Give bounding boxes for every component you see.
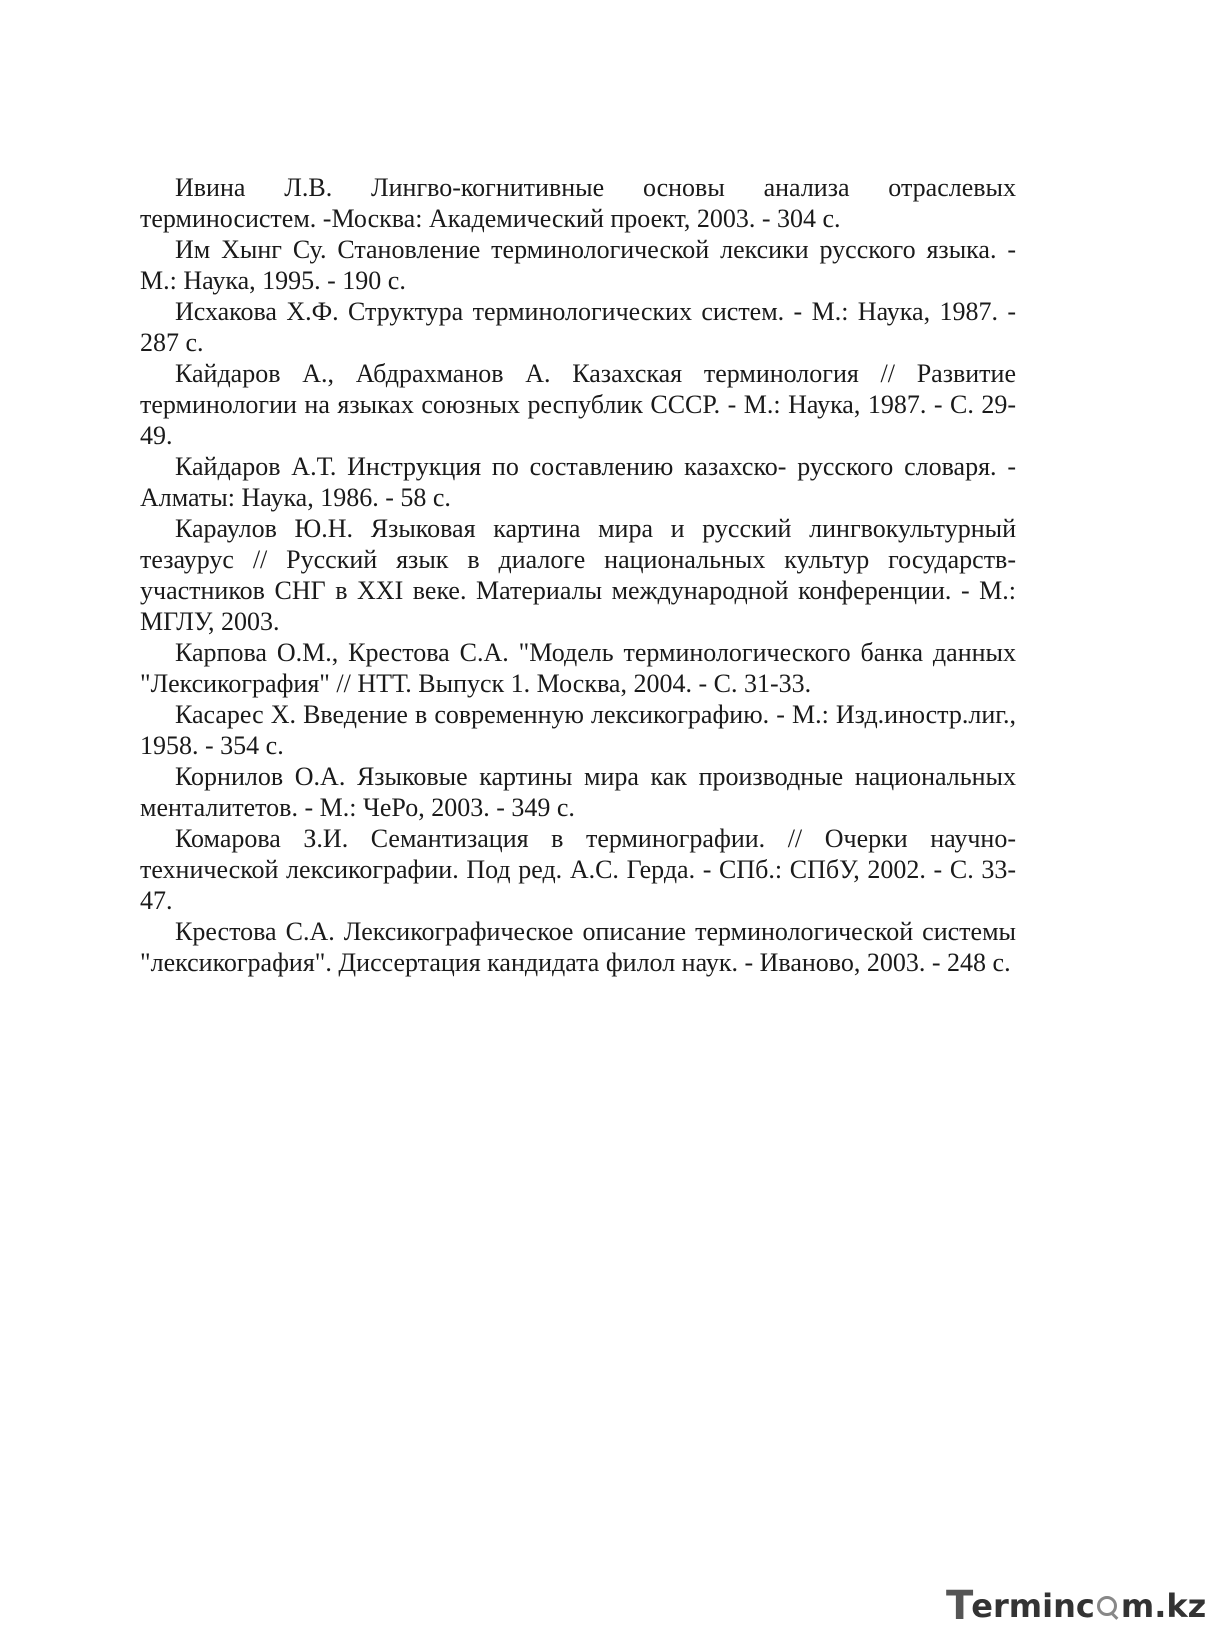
reference-entry: Корнилов О.А. Языковые картины мира как производные национальных менталитетов. - М.: ЧеРо, 2003. - 349 с. [140, 762, 1016, 822]
reference-entry: Караулов Ю.Н. Языковая картина мира и русский лингвокультурный тезаурус // Русский язык в диалоге национальных культур государств-участников СНГ в XXI веке. Материалы международной конференции. - М.: МГЛУ, 2003. [140, 514, 1016, 636]
watermark-initial: T [946, 1583, 972, 1629]
watermark-text-start: erminc [971, 1587, 1095, 1625]
reference-entry: Карпова О.М., Крестова С.А. "Модель терминологического банка данных "Лексикография" // НТТ. Выпуск 1. Москва, 2004. - С. 31-33. [140, 638, 1016, 698]
reference-entry: Касарес Х. Введение в современную лексикографию. - М.: Изд.иностр.лиг., 1958. - 354 с. [140, 700, 1016, 760]
magnifier-icon [1096, 1594, 1120, 1618]
reference-entry: Кайдаров А.Т. Инструкция по составлению казахско- русского словаря. - Алматы: Наука, 1986. - 58 с. [140, 452, 1016, 512]
watermark-text-end: m.kz [1120, 1587, 1206, 1625]
reference-entry: Им Хынг Су. Становление терминологической лексики русского языка. - М.: Наука, 1995. - 190 с. [140, 235, 1016, 295]
reference-entry: Исхакова Х.Ф. Структура терминологических систем. - М.: Наука, 1987. - 287 с. [140, 297, 1016, 357]
reference-entry: Ивина Л.В. Лингво-когнитивные основы анализа отраслевых терминосистем. -Москва: Академический проект, 2003. - 304 с. [140, 173, 1016, 233]
termincom-watermark [946, 1584, 1206, 1628]
reference-entry: Крестова С.А. Лексикографическое описание терминологической системы "лексикография". Диссертация кандидата филол наук. - Иваново, 2003. - 248 с. [140, 917, 1016, 977]
reference-entry: Комарова З.И. Семантизация в терминографии. // Очерки научно-технической лексикографии. Под ред. А.С. Герда. - СПб.: СПбУ, 2002. - С. 33-47. [140, 824, 1016, 915]
reference-entry: Кайдаров А., Абдрахманов А. Казахская терминология // Развитие терминологии на языках союзных республик СССР. - М.: Наука, 1987. - С. 29-49. [140, 359, 1016, 450]
reference-list [140, 172, 1016, 978]
